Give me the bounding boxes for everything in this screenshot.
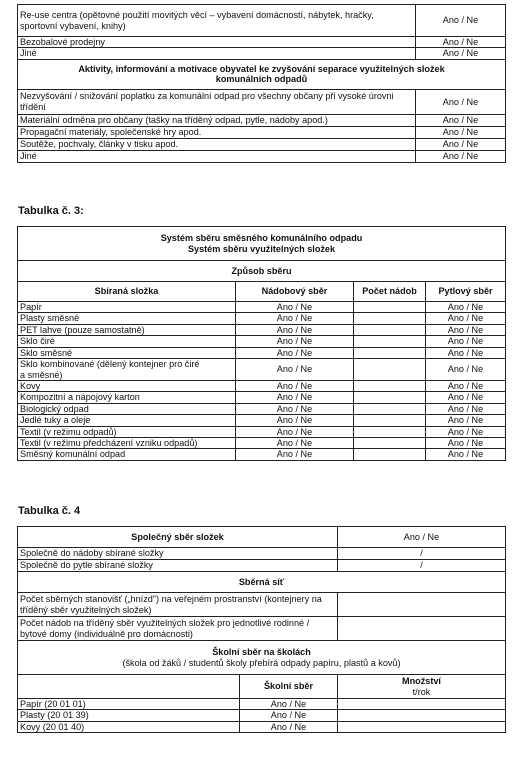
component-name: Směsný komunální odpad xyxy=(18,449,236,460)
table-row xyxy=(18,336,506,347)
col-header-component: Sbíraná složka xyxy=(18,282,236,302)
container-count-field[interactable] xyxy=(354,426,426,437)
school-heading-row xyxy=(18,641,506,675)
amount-label: Množství xyxy=(402,676,441,687)
section-heading-row xyxy=(18,59,506,89)
ano-ne-value: Ano / Ne xyxy=(416,150,506,162)
school-item-name: Papír (20 01 01) xyxy=(18,699,240,710)
bag-collection-value: Ano / Ne xyxy=(426,381,506,392)
table-row xyxy=(18,560,506,572)
section-heading: Aktivity, informování a motivace obyvatel ke zvyšování separace využitelných složek komunálních odpadů xyxy=(18,59,506,89)
network-heading-row xyxy=(18,572,506,593)
container-count-field[interactable] xyxy=(354,359,426,381)
collection-method-heading: Způsob sběru xyxy=(18,261,506,282)
col-header-school-collection: Školní sběr xyxy=(240,675,338,699)
ano-ne-value: Ano / Ne xyxy=(416,114,506,126)
joint-heading-row xyxy=(18,527,506,548)
school-item-name: Kovy (20 01 40) xyxy=(18,721,240,732)
header-row xyxy=(18,282,506,302)
table-row xyxy=(18,449,506,460)
title-line-1: Systém sběru směsného komunálního odpadu xyxy=(160,233,363,244)
component-name: Jedlé tuky a oleje xyxy=(18,415,236,426)
col-header-amount xyxy=(338,675,506,699)
container-collection-value: Ano / Ne xyxy=(236,359,354,381)
amount-unit: t/rok xyxy=(412,686,431,697)
school-collection-value: Ano / Ne xyxy=(240,710,338,721)
bag-collection-value: Ano / Ne xyxy=(426,392,506,403)
school-amount-field[interactable] xyxy=(338,710,506,721)
container-collection-value: Ano / Ne xyxy=(236,426,354,437)
container-collection-value: Ano / Ne xyxy=(236,302,354,313)
container-collection-value: Ano / Ne xyxy=(236,392,354,403)
col-header-container: Nádobový sběr xyxy=(236,282,354,302)
row-label: Jiné xyxy=(18,150,416,162)
container-count-field[interactable] xyxy=(354,336,426,347)
container-count-field[interactable] xyxy=(354,313,426,324)
row-label: Nezvyšování / snižování poplatku za komunální odpad pro všechny občany při vysoké úrovni třídění xyxy=(18,89,416,114)
container-collection-value: Ano / Ne xyxy=(236,449,354,460)
row-label: Soutěže, pochvaly, články v tisku apod. xyxy=(18,138,416,150)
table-3-body xyxy=(18,302,506,461)
joint-collection-heading: Společný sběr složek xyxy=(18,527,338,548)
bag-collection-value: Ano / Ne xyxy=(426,415,506,426)
bag-collection-value: Ano / Ne xyxy=(426,438,506,449)
component-name: Kompozitní a nápojový karton xyxy=(18,392,236,403)
table-row xyxy=(18,347,506,358)
container-count-field[interactable] xyxy=(354,403,426,414)
row-label: Re-use centra (opětovné použití movitých věcí – vybavení domácností, nábytek, hračky, sportovní vybavení, knihy) xyxy=(18,5,416,37)
table-3-caption: Tabulka č. 3: xyxy=(18,205,84,217)
ano-ne-value: Ano / Ne xyxy=(416,89,506,114)
container-count-field[interactable] xyxy=(354,438,426,449)
table-row xyxy=(18,114,506,126)
school-col-empty xyxy=(18,675,240,699)
row-label: Materiální odměna pro občany (tašky na tříděný odpad, pytle, nádoby apod.) xyxy=(18,114,416,126)
table-row xyxy=(18,426,506,437)
table-row xyxy=(18,126,506,138)
collection-network-heading: Sběrná síť xyxy=(18,572,506,593)
table-row xyxy=(18,150,506,162)
school-amount-field[interactable] xyxy=(338,721,506,732)
container-collection-value: Ano / Ne xyxy=(236,438,354,449)
table-1-continuation xyxy=(17,4,506,163)
school-heading-title: Školní sběr na školách xyxy=(212,647,311,658)
row-label: Počet nádob na tříděný sběr využitelných složek pro jednotlivé rodinné / bytové domy (individuálně pro domácnosti) xyxy=(18,617,338,641)
container-count-field[interactable] xyxy=(354,415,426,426)
table-4-caption: Tabulka č. 4 xyxy=(18,505,81,517)
container-count-field[interactable] xyxy=(354,302,426,313)
table-row xyxy=(18,438,506,449)
school-collection-heading xyxy=(18,641,506,675)
component-name: Sklo kombinované (dělený kontejner pro čiré a směsné) xyxy=(18,359,236,381)
component-name: Papír xyxy=(18,302,236,313)
container-collection-value: Ano / Ne xyxy=(236,347,354,358)
row-value-field[interactable] xyxy=(338,593,506,617)
container-collection-value: Ano / Ne xyxy=(236,324,354,335)
component-name: Biologický odpad xyxy=(18,403,236,414)
row-value-field[interactable] xyxy=(338,617,506,641)
container-count-field[interactable] xyxy=(354,381,426,392)
ano-ne-value: Ano / Ne xyxy=(416,138,506,150)
school-header-row xyxy=(18,675,506,699)
table-row xyxy=(18,710,506,721)
bag-collection-value: Ano / Ne xyxy=(426,302,506,313)
component-name: Plasty směsné xyxy=(18,313,236,324)
bag-collection-value: Ano / Ne xyxy=(426,313,506,324)
method-row xyxy=(18,261,506,282)
container-collection-value: Ano / Ne xyxy=(236,403,354,414)
row-label: Počet sběrných stanovišť („hnízd") na veřejném prostranství (kontejnery na tříděný sběr využitelných složek) xyxy=(18,593,338,617)
table-row xyxy=(18,302,506,313)
school-heading-subtitle: (škola od žáků / studentů školy přebírá odpady papíru, plastů a kovů) xyxy=(122,657,401,668)
component-name: PET lahve (pouze samostatně) xyxy=(18,324,236,335)
container-count-field[interactable] xyxy=(354,392,426,403)
container-count-field[interactable] xyxy=(354,449,426,460)
table-row xyxy=(18,313,506,324)
component-name: Kovy xyxy=(18,381,236,392)
ano-ne-value: Ano / Ne xyxy=(416,48,506,59)
row-value: / xyxy=(338,560,506,572)
table-row xyxy=(18,392,506,403)
container-collection-value: Ano / Ne xyxy=(236,313,354,324)
container-count-field[interactable] xyxy=(354,324,426,335)
bag-collection-value: Ano / Ne xyxy=(426,359,506,381)
row-value: / xyxy=(338,548,506,560)
table-row xyxy=(18,359,506,381)
table-4 xyxy=(17,526,506,733)
bag-collection-value: Ano / Ne xyxy=(426,324,506,335)
ano-ne-value: Ano / Ne xyxy=(416,126,506,138)
component-name: Textil (v režimu předcházení vzniku odpadů) xyxy=(18,438,236,449)
component-name: Sklo čiré xyxy=(18,336,236,347)
school-rows xyxy=(18,699,506,733)
col-header-count: Počet nádob xyxy=(354,282,426,302)
table-row xyxy=(18,89,506,114)
table-3 xyxy=(17,226,506,461)
table-row xyxy=(18,617,506,641)
col-header-bag: Pytlový sběr xyxy=(426,282,506,302)
row-label: Jiné xyxy=(18,48,416,59)
container-collection-value: Ano / Ne xyxy=(236,336,354,347)
table-row xyxy=(18,548,506,560)
table-row xyxy=(18,48,506,59)
title-row xyxy=(18,227,506,261)
table-row xyxy=(18,593,506,617)
bag-collection-value: Ano / Ne xyxy=(426,449,506,460)
bag-collection-value: Ano / Ne xyxy=(426,403,506,414)
school-collection-value: Ano / Ne xyxy=(240,721,338,732)
ano-ne-value: Ano / Ne xyxy=(416,5,506,37)
table-row xyxy=(18,381,506,392)
bag-collection-value: Ano / Ne xyxy=(426,347,506,358)
table-row xyxy=(18,699,506,710)
row-label: Společně do pytle sbírané složky xyxy=(18,560,338,572)
table-row xyxy=(18,324,506,335)
school-collection-value: Ano / Ne xyxy=(240,699,338,710)
row-label: Bezobalové prodejny xyxy=(18,37,416,48)
table-row xyxy=(18,415,506,426)
table-row xyxy=(18,138,506,150)
school-amount-field[interactable] xyxy=(338,699,506,710)
table-3-title xyxy=(18,227,506,261)
container-count-field[interactable] xyxy=(354,347,426,358)
table-row xyxy=(18,403,506,414)
joint-collection-value: Ano / Ne xyxy=(338,527,506,548)
container-collection-value: Ano / Ne xyxy=(236,415,354,426)
title-line-2: Systém sběru využitelných složek xyxy=(187,243,336,254)
table-row xyxy=(18,37,506,48)
component-name: Sklo směsné xyxy=(18,347,236,358)
ano-ne-value: Ano / Ne xyxy=(416,37,506,48)
bag-collection-value: Ano / Ne xyxy=(426,336,506,347)
container-collection-value: Ano / Ne xyxy=(236,381,354,392)
component-name: Textil (v režimu odpadů) xyxy=(18,426,236,437)
school-item-name: Plasty (20 01 39) xyxy=(18,710,240,721)
row-label: Společně do nádoby sbírané složky xyxy=(18,548,338,560)
bag-collection-value: Ano / Ne xyxy=(426,426,506,437)
row-label: Propagační materiály, společenské hry apod. xyxy=(18,126,416,138)
table-row xyxy=(18,5,506,37)
table-row xyxy=(18,721,506,732)
